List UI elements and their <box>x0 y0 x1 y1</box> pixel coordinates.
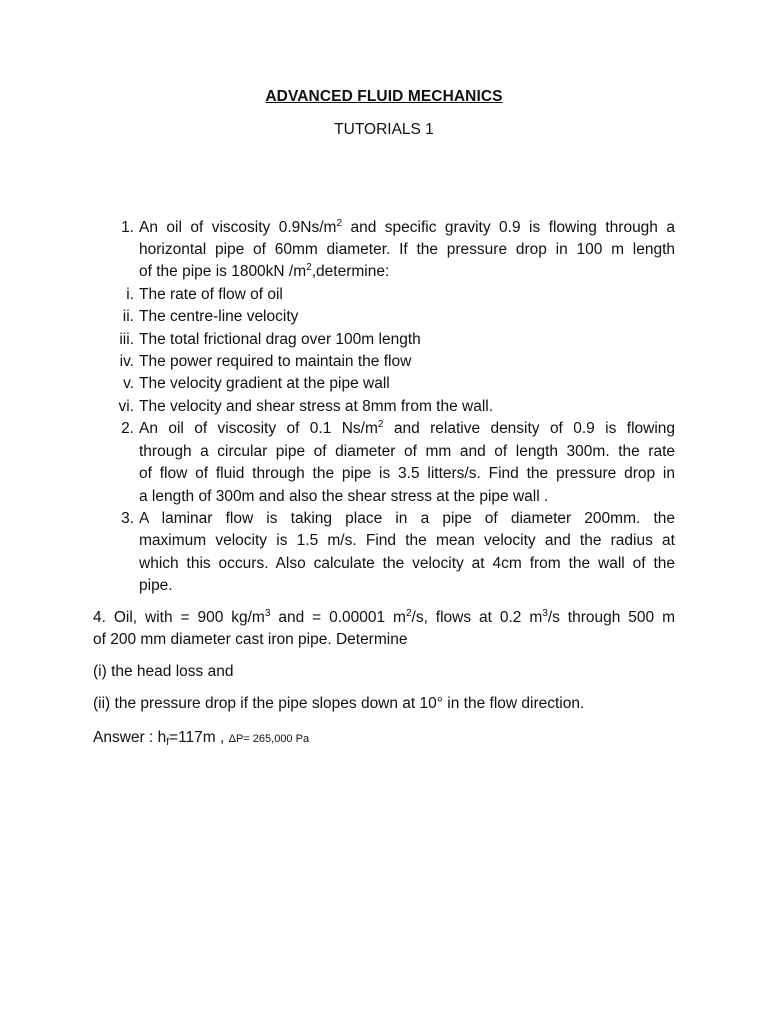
q1-item: The velocity and shear stress at 8mm from the wall. <box>139 398 494 415</box>
q2-line-4: a length of 300m and also the shear stress at the pipe wall . <box>139 488 549 505</box>
q1-line-2: horizontal pipe of 60mm diameter. If the pressure drop in 100 m length <box>139 241 675 258</box>
q1-item: The velocity gradient at the pipe wall <box>139 375 390 392</box>
q3-line-3: which this occurs. Also calculate the velocity at 4cm from the wall of the <box>139 555 675 572</box>
answer-line: Answer : $h_f=117m$ , ΔP= 265,000 Pa <box>93 729 310 748</box>
q4-part-1: (i) the head loss and <box>93 663 234 680</box>
answer-pressure-drop: ΔP= 265,000 Pa <box>228 733 310 745</box>
q1-item: The total frictional drag over 100m length <box>139 331 421 348</box>
q3-line-4: pipe. <box>139 577 173 594</box>
q2-line-1: An oil of viscosity of 0.1 $Ns/m^2$ and relative density of 0.9 is flowing <box>139 419 676 437</box>
q4-part-2: (ii) the pressure drop if the pipe slopes down at 10° in the flow direction. <box>93 695 585 712</box>
q4-line-2: of 200 mm diameter cast iron pipe. Determine <box>93 631 408 648</box>
q1-item-number: iii. <box>119 331 134 348</box>
q1-item-number: iv. <box>119 353 134 370</box>
q3-line-2: maximum velocity is 1.5 m/s. Find the mean velocity and the radius at <box>139 532 675 549</box>
q1-line-3: of the pipe is 1800kN $/m^2,determine$: <box>139 262 390 280</box>
document-subtitle: TUTORIALS 1 <box>334 121 434 138</box>
q1-item: The rate of flow of oil <box>139 286 283 303</box>
q3-number: 3. <box>121 510 134 527</box>
q1-item-number: i. <box>126 286 134 303</box>
q2-line-2: through a circular pipe of diameter of mm and of length 300m. the rate <box>139 443 675 460</box>
q1-item: The power required to maintain the flow <box>139 353 412 370</box>
q2-number: 2. <box>121 420 134 437</box>
q1-number: 1. <box>121 219 134 236</box>
q1-item-number: v. <box>123 375 134 392</box>
q4-line-1: 4. Oil, with = 900 $kg/m^3$ and = 0.00001 $m^2/s$, flows at 0.2 $m^3/s$ through 500 m <box>93 608 675 626</box>
document-title: ADVANCED FLUID MECHANICS <box>265 88 503 105</box>
q1-item-number: ii. <box>122 308 134 325</box>
q2-line-3: of flow of fluid through the pipe is 3.5 litters/s. Find the pressure drop in <box>139 465 675 482</box>
q1-item: The centre-line velocity <box>139 308 299 325</box>
q1-line-1: An oil of viscosity $0.9Ns/m^2$ and specific gravity 0.9 is flowing through a <box>139 218 675 236</box>
q1-item-number: vi. <box>118 398 134 415</box>
q3-line-1: A laminar flow is taking place in a pipe of diameter 200mm. the <box>139 510 675 527</box>
